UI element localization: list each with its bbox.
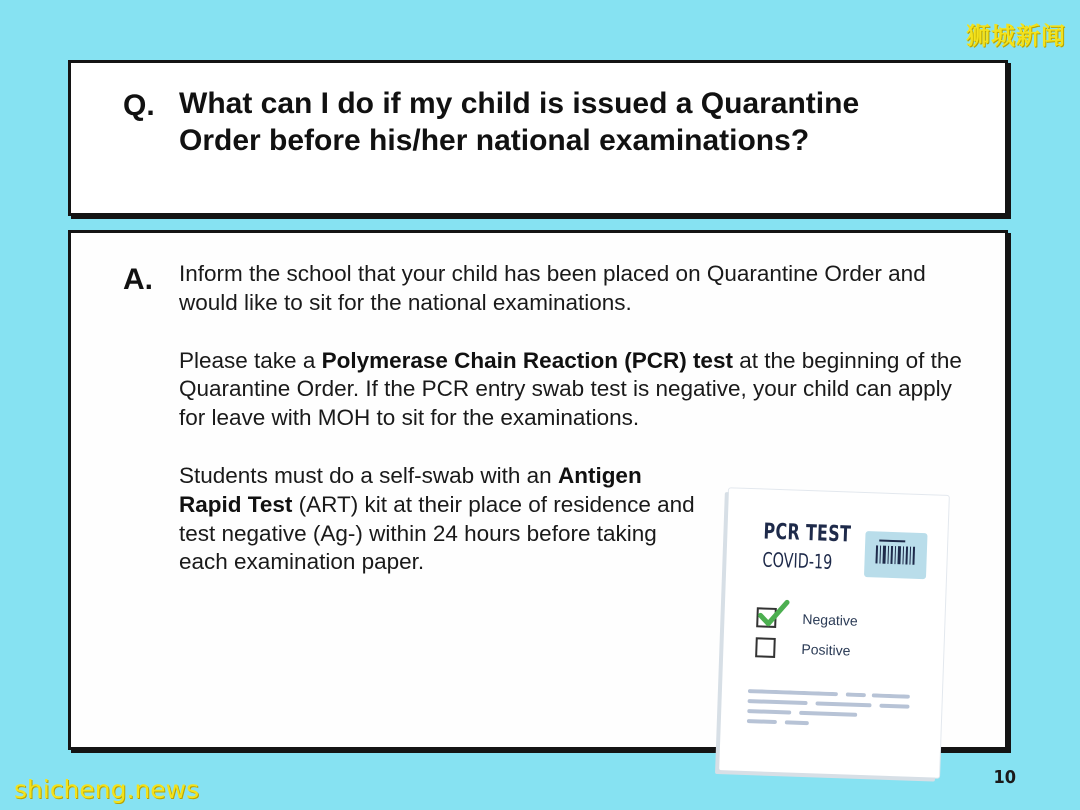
pcr-card-subtitle: COVID-19: [762, 547, 833, 574]
option-negative-label: Negative: [802, 610, 858, 629]
option-negative: [756, 607, 858, 631]
paragraph-3-post: (ART) kit at their place of residence and test negative (Ag-) within 24 hours before taking each examination paper.: [179, 491, 695, 575]
checkbox-negative: [756, 607, 777, 628]
checkbox-positive: [755, 637, 776, 658]
answer-marker: A.: [123, 263, 153, 296]
barcode-icon: [864, 531, 928, 579]
answer-paragraph-2: [179, 347, 969, 433]
paragraph-2-pre: Please take a: [179, 347, 322, 373]
paragraph-3-bold: Antigen Rapid Test: [179, 462, 642, 517]
pcr-test-card-illustration: [719, 488, 949, 778]
answer-paragraph-1: Inform the school that your child has been placed on Quarantine Order and would like to sit for the national examinations.: [179, 261, 926, 315]
paragraph-2-bold: Polymerase Chain Reaction (PCR) test: [321, 347, 733, 373]
question-card: [68, 60, 1008, 216]
answer-paragraph-3: [179, 462, 699, 577]
watermark-top-right: 狮城新闻: [966, 22, 1066, 50]
checkmark-icon: [756, 597, 791, 632]
paragraph-3-pre: Students must do a self-swab with an: [179, 462, 558, 488]
question-marker: Q.: [123, 89, 155, 122]
option-positive: [755, 637, 851, 660]
placeholder-text-lines: [747, 689, 918, 735]
pcr-card-title: PCR TEST: [763, 519, 852, 548]
paragraph-2-post: at the beginning of the Quarantine Order. If the PCR entry swab test is negative, your child can apply for leave with MOH to sit for the examinations.: [179, 347, 962, 431]
watermark-bottom-left: shicheng.news: [14, 775, 200, 804]
question-text: What can I do if my child is issued a Quarantine Order before his/her national examinations?: [179, 87, 860, 157]
page-number: 10: [993, 767, 1016, 788]
option-positive-label: Positive: [801, 640, 851, 659]
